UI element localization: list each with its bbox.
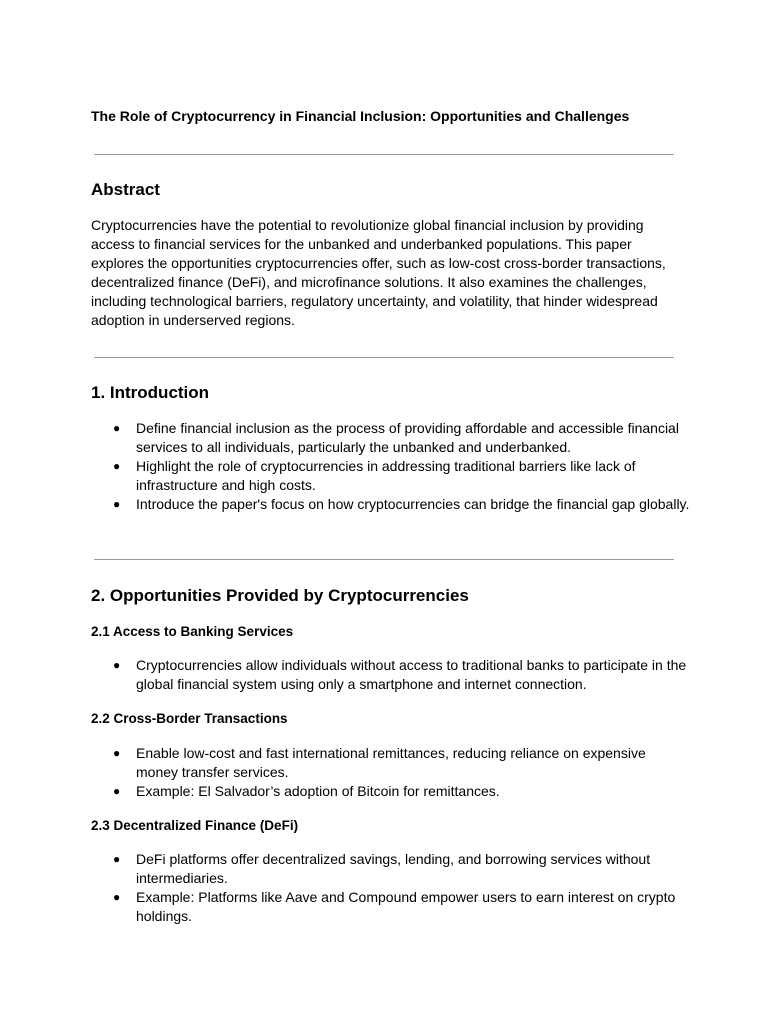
- list-item-text: Highlight the role of cryptocurrencies in addressing traditional barriers like lack of infrastructure and high costs.: [136, 458, 636, 493]
- list-item: [91, 850, 691, 888]
- list-item: [91, 495, 691, 514]
- horizontal-rule: [94, 154, 674, 155]
- list-item: [91, 656, 691, 694]
- list-item-text: Cryptocurrencies allow individuals without access to traditional banks to participate in the global financial system using only a smartphone and internet connection.: [136, 657, 687, 692]
- bullet-icon: ●: [113, 459, 121, 473]
- abstract-heading: Abstract: [91, 180, 160, 199]
- bullet-icon: ●: [113, 746, 121, 760]
- document-title: The Role of Cryptocurrency in Financial Inclusion: Opportunities and Challenges: [91, 108, 630, 124]
- bullet-icon: ●: [113, 658, 121, 672]
- banking-bullet-list: [91, 656, 691, 694]
- abstract-text: Cryptocurrencies have the potential to revolutionize global financial inclusion by providing access to financial services for the unbanked and underbanked populations. This paper explores the opportunities cryptocurrencies offer, such as low-cost cross-border transactions, decentralized finance (DeFi), and microfinance solutions. It also examines the challenges, including technological barriers, regulatory uncertainty, and volatility, that hinder widespread adoption in underserved regions.: [91, 217, 666, 328]
- list-item-text: Enable low-cost and fast international remittances, reducing reliance on expensive money transfer services.: [136, 745, 646, 780]
- introduction-heading: 1. Introduction: [91, 383, 210, 402]
- defi-bullet-list: [91, 850, 691, 926]
- horizontal-rule: [94, 559, 674, 560]
- bullet-icon: ●: [113, 784, 121, 798]
- horizontal-rule: [94, 357, 674, 358]
- opportunities-heading: 2. Opportunities Provided by Cryptocurrencies: [91, 586, 469, 605]
- list-item: [91, 782, 691, 801]
- list-item: [91, 744, 691, 782]
- list-item-text: Example: Platforms like Aave and Compound empower users to earn interest on crypto holdings.: [136, 889, 676, 924]
- subsection-heading-cross-border: 2.2 Cross-Border Transactions: [91, 711, 288, 726]
- list-item: [91, 888, 691, 926]
- subsection-heading-defi: 2.3 Decentralized Finance (DeFi): [91, 818, 299, 833]
- bullet-icon: ●: [113, 852, 121, 866]
- bullet-icon: ●: [113, 421, 121, 435]
- cross-border-bullet-list: [91, 744, 691, 801]
- list-item-text: Introduce the paper's focus on how cryptocurrencies can bridge the financial gap globally.: [136, 496, 690, 512]
- list-item: [91, 457, 691, 495]
- list-item-text: Example: El Salvador’s adoption of Bitcoin for remittances.: [136, 783, 500, 799]
- list-item-text: Define financial inclusion as the process of providing affordable and accessible financial services to all individuals, particularly the unbanked and underbanked.: [136, 420, 679, 455]
- introduction-bullet-list: [91, 419, 691, 514]
- bullet-icon: ●: [113, 497, 121, 511]
- list-item: [91, 419, 691, 457]
- bullet-icon: ●: [113, 890, 121, 904]
- subsection-heading-banking: 2.1 Access to Banking Services: [91, 624, 294, 639]
- list-item-text: DeFi platforms offer decentralized savings, lending, and borrowing services without intermediaries.: [136, 851, 651, 886]
